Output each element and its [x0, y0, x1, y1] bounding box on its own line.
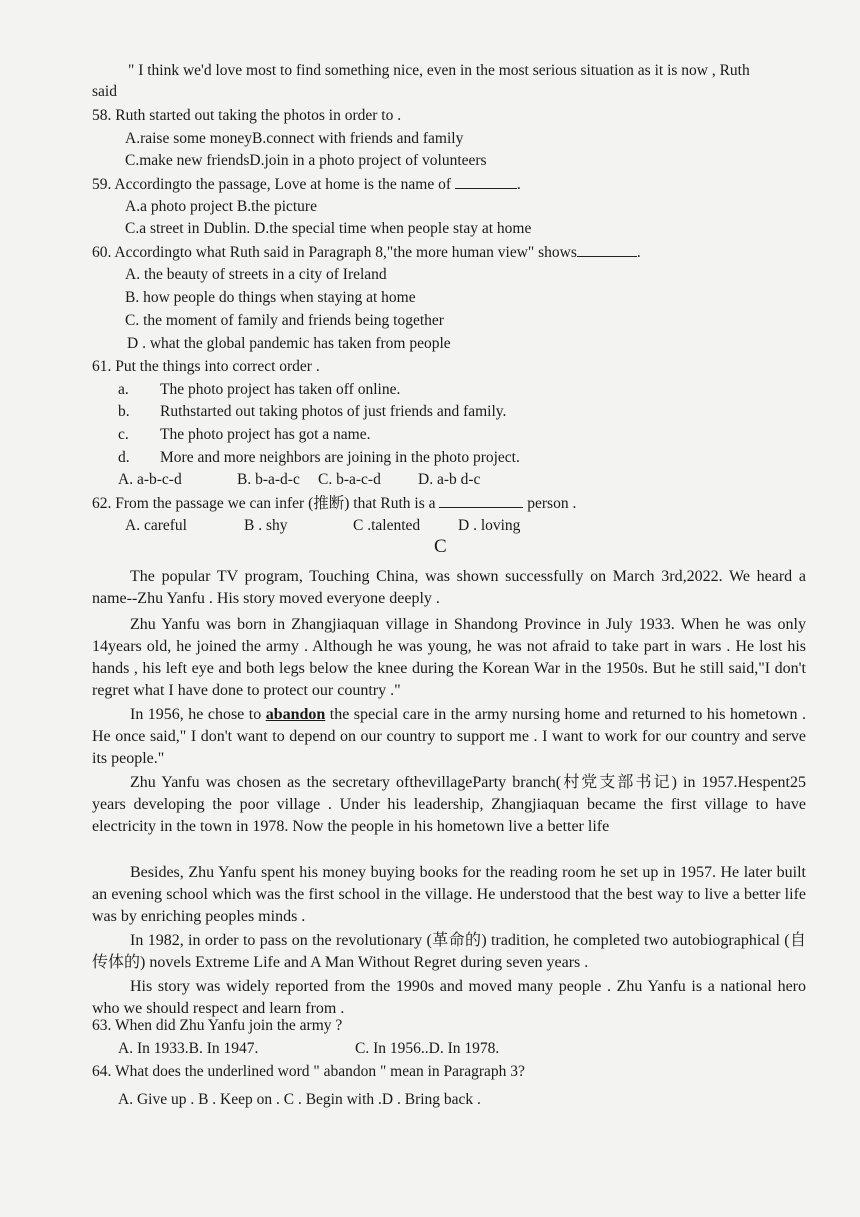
passage-c-paragraph-7: His story was widely reported from the 1990s and moved many people . Zhu Yanfu is a national hero who we should respect and learn from . — [92, 978, 806, 1017]
question-61-option-d: D. a-b d-c — [418, 471, 481, 488]
question-61-stem: 61. Put the things into correct order . — [92, 358, 320, 375]
question-59-options-1: A.a photo project B.the picture — [125, 198, 317, 215]
quote-line-2: said — [92, 83, 117, 100]
question-61-item-c-letter: c. — [118, 426, 129, 443]
passage-c-paragraph-1: The popular TV program, Touching China, was shown successfully on March 3rd,2022. We heard a name--Zhu Yanfu . His story moved everyone deeply . — [92, 568, 806, 607]
question-58-options-2: C.make new friendsD.join in a photo project of volunteers — [125, 152, 487, 169]
question-61-item-d-letter: d. — [118, 449, 130, 466]
question-61-item-a-letter: a. — [118, 381, 129, 398]
answer-blank — [455, 174, 517, 189]
answer-blank — [439, 493, 523, 508]
question-60-stem: 60. Accordingto what Ruth said in Paragraph 8,"the more human view" shows . — [92, 244, 641, 261]
question-63-options-ab: A. In 1933.B. In 1947. — [118, 1040, 259, 1057]
question-62-option-c: C .talented — [353, 517, 421, 534]
question-60-option-c: C. the moment of family and friends being together — [125, 312, 444, 329]
question-62-option-b: B . shy — [244, 517, 288, 534]
question-61-item-c: The photo project has got a name. — [160, 426, 371, 443]
passage-c-paragraph-5: Besides, Zhu Yanfu spent his money buying books for the reading room he set up in 1957. He later built an evening school which was the first school in the village. He understood that the best way to live a better life was by enriching peoples minds . — [92, 864, 806, 925]
question-63-stem: 63. When did Zhu Yanfu join the army ? — [92, 1017, 343, 1034]
question-61-option-c: C. b-a-c-d — [318, 471, 381, 488]
question-59-options-2: C.a street in Dublin. D.the special time when people stay at home — [125, 220, 532, 237]
question-61-option-b: B. b-a-d-c — [237, 471, 300, 488]
question-61-item-b: Ruthstarted out taking photos of just friends and family. — [160, 403, 507, 420]
question-62-option-d: D . loving — [458, 517, 521, 534]
question-62-stem: 62. From the passage we can infer (推断) that Ruth is a person . — [92, 495, 577, 512]
question-61-item-b-letter: b. — [118, 403, 130, 420]
answer-blank — [577, 242, 637, 257]
passage-c-paragraph-3: In 1956, he chose to abandon the special care in the army nursing home and returned to his hometown . He once said," I don't want to depend on our country to support me . I want to work for our country and serve its people." — [92, 706, 806, 767]
question-61-item-d: More and more neighbors are joining in the photo project. — [160, 449, 520, 466]
question-62-option-a: A. careful — [125, 517, 187, 534]
question-58-stem: 58. Ruth started out taking the photos in order to . — [92, 107, 402, 124]
passage-c-paragraph-2: Zhu Yanfu was born in Zhangjiaquan village in Shandong Province in July 1933. When he was only 14years old, he joined the army . Although he was young, he was not afraid to take part in wars . He lost his hands , his left eye and both legs below the knee during the Korean War in the 1950s. But he still said,"I don't regret what I have done to protect our country ." — [92, 616, 806, 699]
passage-c-paragraph-4: Zhu Yanfu was chosen as the secretary ofthevillageParty branch(村党支部书记) in 1957.Hespent25 years developing the poor village . Under his leadership, Zhangjiaquan became the first village to have electricity in the town in 1978. Now the people in his hometown live a better life — [92, 774, 806, 835]
question-60-option-d: D . what the global pandemic has taken from people — [127, 335, 451, 352]
question-58-options-1: A.raise some moneyB.connect with friends and family — [125, 130, 464, 147]
passage-c-paragraph-6: In 1982, in order to pass on the revolutionary (革命的) tradition, he completed two autobiographical (自传体的) novels Extreme Life and A Man Without Regret during seven years . — [92, 932, 806, 971]
passage-c-heading: C — [434, 536, 447, 557]
question-61-option-a: A. a-b-c-d — [118, 471, 182, 488]
quote-line-1: " I think we'd love most to find something nice, even in the most serious situation as it is now , Ruth — [128, 62, 750, 79]
question-61-item-a: The photo project has taken off online. — [160, 381, 401, 398]
underlined-word: abandon — [265, 706, 326, 723]
question-60-option-a: A. the beauty of streets in a city of Ireland — [125, 266, 387, 283]
question-60-option-b: B. how people do things when staying at home — [125, 289, 416, 306]
question-64-options: A. Give up . B . Keep on . C . Begin with .D . Bring back . — [118, 1091, 481, 1108]
question-63-options-cd: C. In 1956..D. In 1978. — [355, 1040, 500, 1057]
question-59-stem: 59. Accordingto the passage, Love at home is the name of . — [92, 176, 521, 193]
question-64-stem: 64. What does the underlined word " abandon " mean in Paragraph 3? — [92, 1063, 525, 1080]
